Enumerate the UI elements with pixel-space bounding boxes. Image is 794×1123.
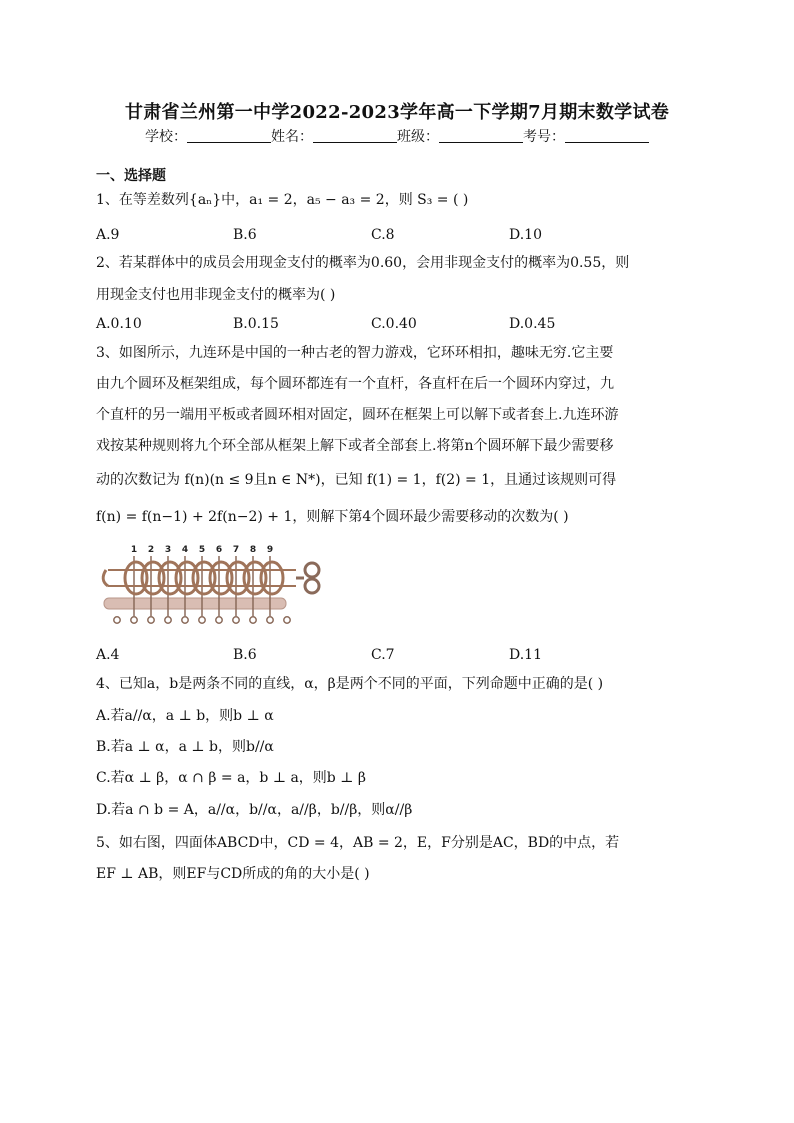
question-5-line1: 5、如右图，四面体ABCD中，CD = 4，AB = 2，E，F分别是AC，BD的中点，若 xyxy=(96,835,620,851)
ring-peg-4 xyxy=(182,617,188,623)
q3-option-b[interactable]: B.6 xyxy=(233,647,257,663)
q3-option-c[interactable]: C.7 xyxy=(371,647,395,663)
ring-9 xyxy=(261,562,283,594)
student-info-line xyxy=(0,126,794,146)
ring-number-8: 8 xyxy=(249,545,257,555)
name-blank[interactable] xyxy=(313,128,397,143)
ring-number-4: 4 xyxy=(181,545,189,555)
q2-option-b[interactable]: B.0.15 xyxy=(233,316,279,332)
ring-peg-8 xyxy=(250,617,256,623)
name-label: 姓名： xyxy=(271,129,313,145)
question-1-text: 1、在等差数列{aₙ}中，a₁ = 2，a₅ − a₃ = 2，则 S₃ = ( ) xyxy=(96,192,469,208)
ring-peg-3 xyxy=(165,617,171,623)
question-5-line2: EF ⊥ AB，则EF与CD所成的角的大小是( ) xyxy=(96,866,370,882)
ring-peg-6 xyxy=(216,617,222,623)
frame-board xyxy=(104,598,286,609)
nine-rings-figure xyxy=(100,540,328,632)
question-3-line4: 戏按某种规则将九个环全部从框架上解下或者全部套上.将第n个圆环解下最少需要移 xyxy=(96,438,614,454)
class-label: 班级： xyxy=(397,129,439,145)
q1-option-d[interactable]: D.10 xyxy=(509,227,542,243)
ring-peg-7 xyxy=(233,617,239,623)
ring-number-6: 6 xyxy=(215,545,223,555)
question-4-text: 4、已知a，b是两条不同的直线，α，β是两个不同的平面，下列命题中正确的是( ) xyxy=(96,676,604,692)
question-3-line2: 由九个圆环及框架组成，每个圆环都连有一个直杆，各直杆在后一个圆环内穿过，九 xyxy=(96,376,614,392)
handle-loop-top xyxy=(305,563,319,577)
frame-peg-left xyxy=(114,617,120,623)
question-3-line1: 3、如图所示，九连环是中国的一种古老的智力游戏，它环环相扣，趣味无穷.它主要 xyxy=(96,345,614,361)
question-2-line2: 用现金支付也用非现金支付的概率为( ) xyxy=(96,287,336,303)
frame-left-loop xyxy=(103,570,108,586)
ring-peg-2 xyxy=(148,617,154,623)
frame-peg-right xyxy=(284,617,290,623)
question-3-line5: 动的次数记为 f(n)(n ≤ 9且n ∈ N*)，已知 f(1) = 1，f(2) = 1，且通过该规则可得 xyxy=(96,472,617,488)
q2-option-c[interactable]: C.0.40 xyxy=(371,316,417,332)
handle-loop-bottom xyxy=(305,579,319,593)
q1-option-b[interactable]: B.6 xyxy=(233,227,257,243)
q1-option-a[interactable]: A.9 xyxy=(96,227,120,243)
ring-number-5: 5 xyxy=(198,545,206,555)
school-label: 学校： xyxy=(145,129,187,145)
school-blank[interactable] xyxy=(187,128,271,143)
number-blank[interactable] xyxy=(565,128,649,143)
ring-number-7: 7 xyxy=(232,545,240,555)
q3-option-a[interactable]: A.4 xyxy=(96,647,120,663)
q2-option-a[interactable]: A.0.10 xyxy=(96,316,142,332)
q4-option-a[interactable]: A.若a//α，a ⊥ b，则b ⊥ α xyxy=(96,708,274,724)
exam-title: 甘肃省兰州第一中学2022-2023学年高一下学期7月期末数学试卷 xyxy=(124,102,670,123)
ring-number-1: 1 xyxy=(130,545,138,555)
number-label: 考号： xyxy=(523,129,565,145)
ring-peg-1 xyxy=(131,617,137,623)
q4-option-c[interactable]: C.若α ⊥ β，α ∩ β = a，b ⊥ a，则b ⊥ β xyxy=(96,770,366,786)
ring-number-3: 3 xyxy=(164,545,172,555)
q2-option-d[interactable]: D.0.45 xyxy=(509,316,556,332)
ring-peg-5 xyxy=(199,617,205,623)
class-blank[interactable] xyxy=(439,128,523,143)
q4-option-b[interactable]: B.若a ⊥ α，a ⊥ b，则b//α xyxy=(96,739,274,755)
question-2-line1: 2、若某群体中的成员会用现金支付的概率为0.60，会用非现金支付的概率为0.55，则 xyxy=(96,255,630,271)
q1-option-c[interactable]: C.8 xyxy=(371,227,395,243)
question-3-line6: f(n) = f(n−1) + 2f(n−2) + 1，则解下第4个圆环最少需要移动的次数为( ) xyxy=(96,509,569,525)
q3-option-d[interactable]: D.11 xyxy=(509,647,542,663)
ring-number-9: 9 xyxy=(266,545,274,555)
question-3-line3: 个直杆的另一端用平板或者圆环相对固定，圆环在框架上可以解下或者套上.九连环游 xyxy=(96,407,619,423)
section-heading: 一、选择题 xyxy=(96,168,166,184)
ring-peg-9 xyxy=(267,617,273,623)
ring-number-2: 2 xyxy=(147,545,155,555)
q4-option-d[interactable]: D.若a ∩ b = A，a//α，b//α，a//β，b//β，则α//β xyxy=(96,802,413,818)
